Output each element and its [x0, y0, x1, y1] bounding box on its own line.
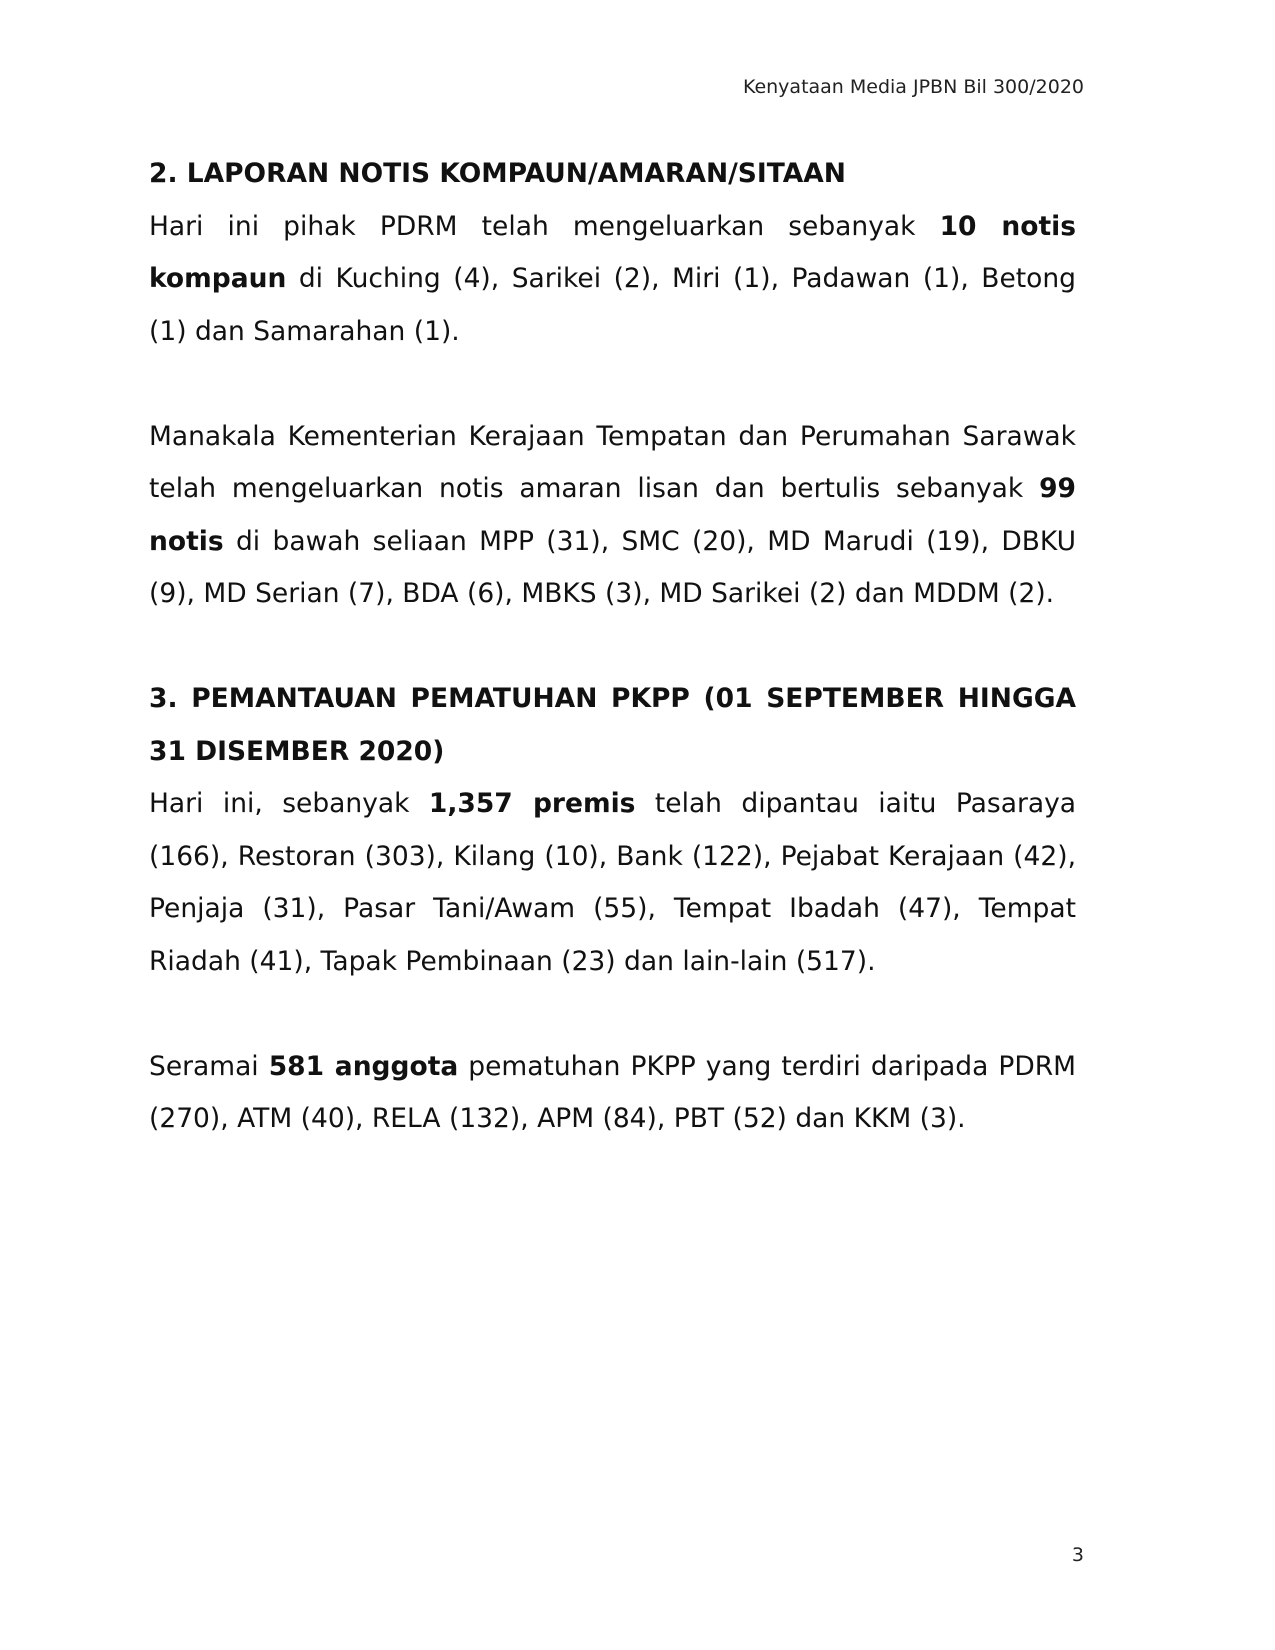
- paragraph-text: di Kuching (4), Sarikei (2), Miri (1), Padawan (1), Betong (1) dan Samarahan (1).: [149, 263, 1076, 347]
- section-3-paragraph-2: [149, 1041, 1076, 1146]
- page-number: 3: [1071, 1544, 1084, 1566]
- bold-figure: 581 anggota: [268, 1050, 459, 1082]
- paragraph-text: Hari ini pihak PDRM telah mengeluarkan sebanyak: [149, 210, 940, 242]
- document-reference: Kenyataan Media JPBN Bil 300/2020: [742, 76, 1084, 98]
- paragraph-text: di bawah seliaan MPP (31), SMC (20), MD Marudi (19), DBKU (9), MD Serian (7), BDA (6), MBKS (3), MD Sarikei (2) dan MDDM (2).: [149, 525, 1076, 609]
- section-2-paragraph-2: [149, 411, 1076, 621]
- bold-figure: 1,357 premis: [428, 788, 636, 819]
- bold-figure: 99 notis: [149, 473, 1076, 557]
- paragraph-text: Manakala Kementerian Kerajaan Tempatan dan Perumahan Sarawak telah mengeluarkan notis amaran lisan dan bertulis sebanyak: [149, 420, 1076, 504]
- section-2-heading: 2. LAPORAN NOTIS KOMPAUN/AMARAN/SITAAN: [149, 158, 846, 189]
- paragraph-text: Hari ini, sebanyak: [149, 788, 429, 819]
- paragraph-text: pematuhan PKPP yang terdiri daripada PDRM (270), ATM (40), RELA (132), APM (84), PBT (52) dan KKM (3).: [149, 1050, 1077, 1134]
- document-body: [149, 148, 1076, 1146]
- bold-figure: 10 notis kompaun: [149, 210, 1076, 294]
- section-2-paragraph-1: [149, 201, 1076, 359]
- paragraph-text: telah dipantau iaitu Pasaraya (166), Restoran (303), Kilang (10), Bank (122), Pejabat Kerajaan (42), Penjaja (31), Pasar Tani/Awam (55), Tempat Ibadah (47), Tempat Riadah (41), Tapak Pembinaan (23) dan lain-lain (517).: [149, 788, 1077, 977]
- section-3-paragraph-1: [149, 778, 1076, 988]
- paragraph-text: Seramai: [149, 1050, 269, 1082]
- section-3-heading: 3. PEMANTAUAN PEMATUHAN PKPP (01 SEPTEMBER HINGGA 31 DISEMBER 2020): [149, 683, 1076, 767]
